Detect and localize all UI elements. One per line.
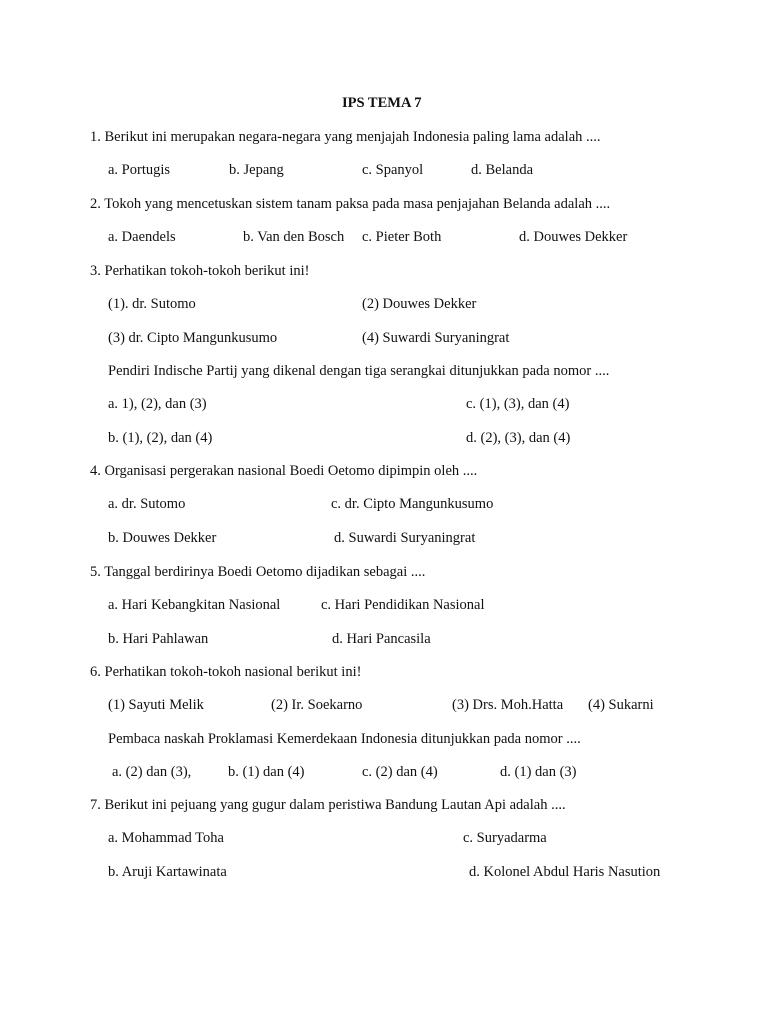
q7-option-d: d. Kolonel Abdul Haris Nasution xyxy=(469,864,661,880)
q2-option-b: b. Van den Bosch xyxy=(243,229,345,245)
q6-item-1: (1) Sayuti Melik xyxy=(108,697,204,713)
q4-option-d: d. Suwardi Suryaningrat xyxy=(334,530,476,546)
q3-item-3: (3) dr. Cipto Mangunkusumo xyxy=(108,330,278,346)
question-2: 2. Tokoh yang mencetuskan sistem tanam paksa pada masa penjajahan Belanda adalah .... xyxy=(90,196,611,212)
q2-option-d: d. Douwes Dekker xyxy=(519,229,628,245)
q3-item-2: (2) Douwes Dekker xyxy=(362,296,477,312)
q6-item-4: (4) Sukarni xyxy=(588,697,654,713)
q6-option-d: d. (1) dan (3) xyxy=(500,764,577,780)
q4-option-b: b. Douwes Dekker xyxy=(108,530,217,546)
question-4: 4. Organisasi pergerakan nasional Boedi Oetomo dipimpin oleh .... xyxy=(90,463,478,479)
q1-option-a: a. Portugis xyxy=(108,162,171,178)
question-6: 6. Perhatikan tokoh-tokoh nasional berikut ini! xyxy=(90,664,362,680)
q3-item-4: (4) Suwardi Suryaningrat xyxy=(362,330,510,346)
q5-option-c: c. Hari Pendidikan Nasional xyxy=(321,597,485,613)
q6-prompt: Pembaca naskah Proklamasi Kemerdekaan Indonesia ditunjukkan pada nomor .... xyxy=(108,731,581,747)
q1-option-b: b. Jepang xyxy=(229,162,284,178)
q3-option-a: a. 1), (2), dan (3) xyxy=(108,396,207,412)
q4-option-c: c. dr. Cipto Mangunkusumo xyxy=(331,496,494,512)
q3-option-d: d. (2), (3), dan (4) xyxy=(466,430,571,446)
q6-option-b: b. (1) dan (4) xyxy=(228,764,305,780)
q7-option-b: b. Aruji Kartawinata xyxy=(108,864,227,880)
q5-option-a: a. Hari Kebangkitan Nasional xyxy=(108,597,281,613)
q5-option-d: d. Hari Pancasila xyxy=(332,631,431,647)
q3-item-1: (1). dr. Sutomo xyxy=(108,296,196,312)
q2-option-c: c. Pieter Both xyxy=(362,229,442,245)
q1-option-c: c. Spanyol xyxy=(362,162,424,178)
q4-option-a: a. dr. Sutomo xyxy=(108,496,186,512)
q6-option-a: a. (2) dan (3), xyxy=(112,764,192,780)
q3-option-c: c. (1), (3), dan (4) xyxy=(466,396,570,412)
q7-option-c: c. Suryadarma xyxy=(463,830,547,846)
q3-option-b: b. (1), (2), dan (4) xyxy=(108,430,213,446)
q6-option-c: c. (2) dan (4) xyxy=(362,764,438,780)
q2-option-a: a. Daendels xyxy=(108,229,176,245)
question-1: 1. Berikut ini merupakan negara-negara yang menjajah Indonesia paling lama adalah .... xyxy=(90,129,601,145)
q1-option-d: d. Belanda xyxy=(471,162,534,178)
q5-option-b: b. Hari Pahlawan xyxy=(108,631,209,647)
question-3: 3. Perhatikan tokoh-tokoh berikut ini! xyxy=(90,263,310,279)
q3-prompt: Pendiri Indische Partij yang dikenal dengan tiga serangkai ditunjukkan pada nomor .... xyxy=(108,363,610,379)
q7-option-a: a. Mohammad Toha xyxy=(108,830,224,846)
page-title: IPS TEMA 7 xyxy=(342,95,422,111)
question-7: 7. Berikut ini pejuang yang gugur dalam peristiwa Bandung Lautan Api adalah .... xyxy=(90,797,566,813)
q6-item-3: (3) Drs. Moh.Hatta xyxy=(452,697,564,713)
question-5: 5. Tanggal berdirinya Boedi Oetomo dijadikan sebagai .... xyxy=(90,564,426,580)
q6-item-2: (2) Ir. Soekarno xyxy=(271,697,363,713)
